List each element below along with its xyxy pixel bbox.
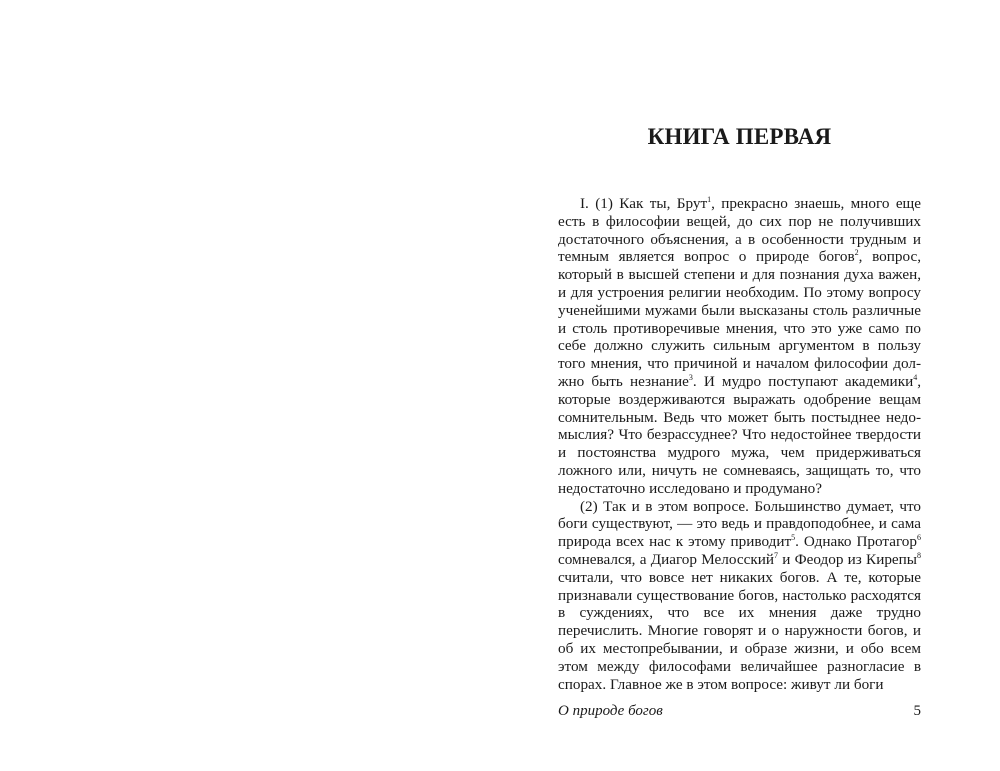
text-run: . Однако Протагор — [795, 533, 917, 551]
footnote-marker[interactable]: 2 — [854, 248, 859, 258]
text-run: (2) Так и в этом вопросе. Большинство думает, что боги существуют, — это ведь и правдоподобнее, и сама природа всех нас к этому приводит — [558, 497, 921, 551]
footnote-marker[interactable]: 7 — [773, 550, 778, 560]
footnote-marker[interactable]: 1 — [707, 195, 712, 204]
footnote-marker[interactable]: 4 — [913, 372, 918, 382]
footnote-marker[interactable]: 3 — [688, 372, 693, 382]
paragraph — [558, 195, 921, 498]
text-run: сомневался, а Диагор Мелосский — [558, 550, 774, 568]
page-number: 5 — [913, 703, 921, 719]
footnote-marker[interactable]: 5 — [791, 533, 796, 543]
text-run: и Феодор из Кирепы — [777, 550, 917, 568]
footnote-marker[interactable]: 6 — [917, 533, 921, 543]
running-title: О природе богов — [558, 703, 663, 719]
paragraph — [558, 498, 921, 694]
text-run: , прекрасно знаешь, много еще есть в философии вещей, до сих пор не получивших достаточного объяснения, а в особенности трудным и темным является вопрос о природе богов — [558, 195, 921, 266]
right-page — [558, 0, 921, 771]
footnote-marker[interactable]: 8 — [917, 550, 921, 560]
chapter-title: КНИГА ПЕРВАЯ — [647, 124, 832, 149]
page-footer — [558, 703, 921, 720]
text-run: , вопрос, который в высшей степени и для познания духа важен, и для устроения религии необходим. По этому вопросу ученейшими мужами были высказаны столь различные и столь противоречивые мнения, что это уже само по себе должно служить сильным аргументом в пользу того мнения, что причиной и началом философии должно быть незнание — [558, 248, 921, 390]
text-run: . И мудро поступают академики — [692, 372, 914, 390]
text-run: I. (1) Как ты, Брут — [580, 195, 708, 212]
text-run: , которые воздерживаются выражать одобрение вещам сомнительным. Ведь что может быть постыднее недомыслия? Что безрассуднее? Что недостойнее твердости и постоянства мудрого мужа, чем придерживаться ложного или, ничуть не сомневаясь, защищать то, что недостаточно исследовано и продумано? — [558, 372, 921, 497]
body-text — [558, 195, 921, 693]
text-run: считали, что вовсе нет никаких богов. А те, которые признавали существование богов, настолько расходятся в суждениях, что все их мнения даже трудно перечислить. Многие говорят и о наружности богов, и об их местопребывании, и образе жизни, и обо всем этом между философами величайшее разногласие в спорах. Главное же в этом вопросе: живут ли боги — [558, 568, 921, 693]
